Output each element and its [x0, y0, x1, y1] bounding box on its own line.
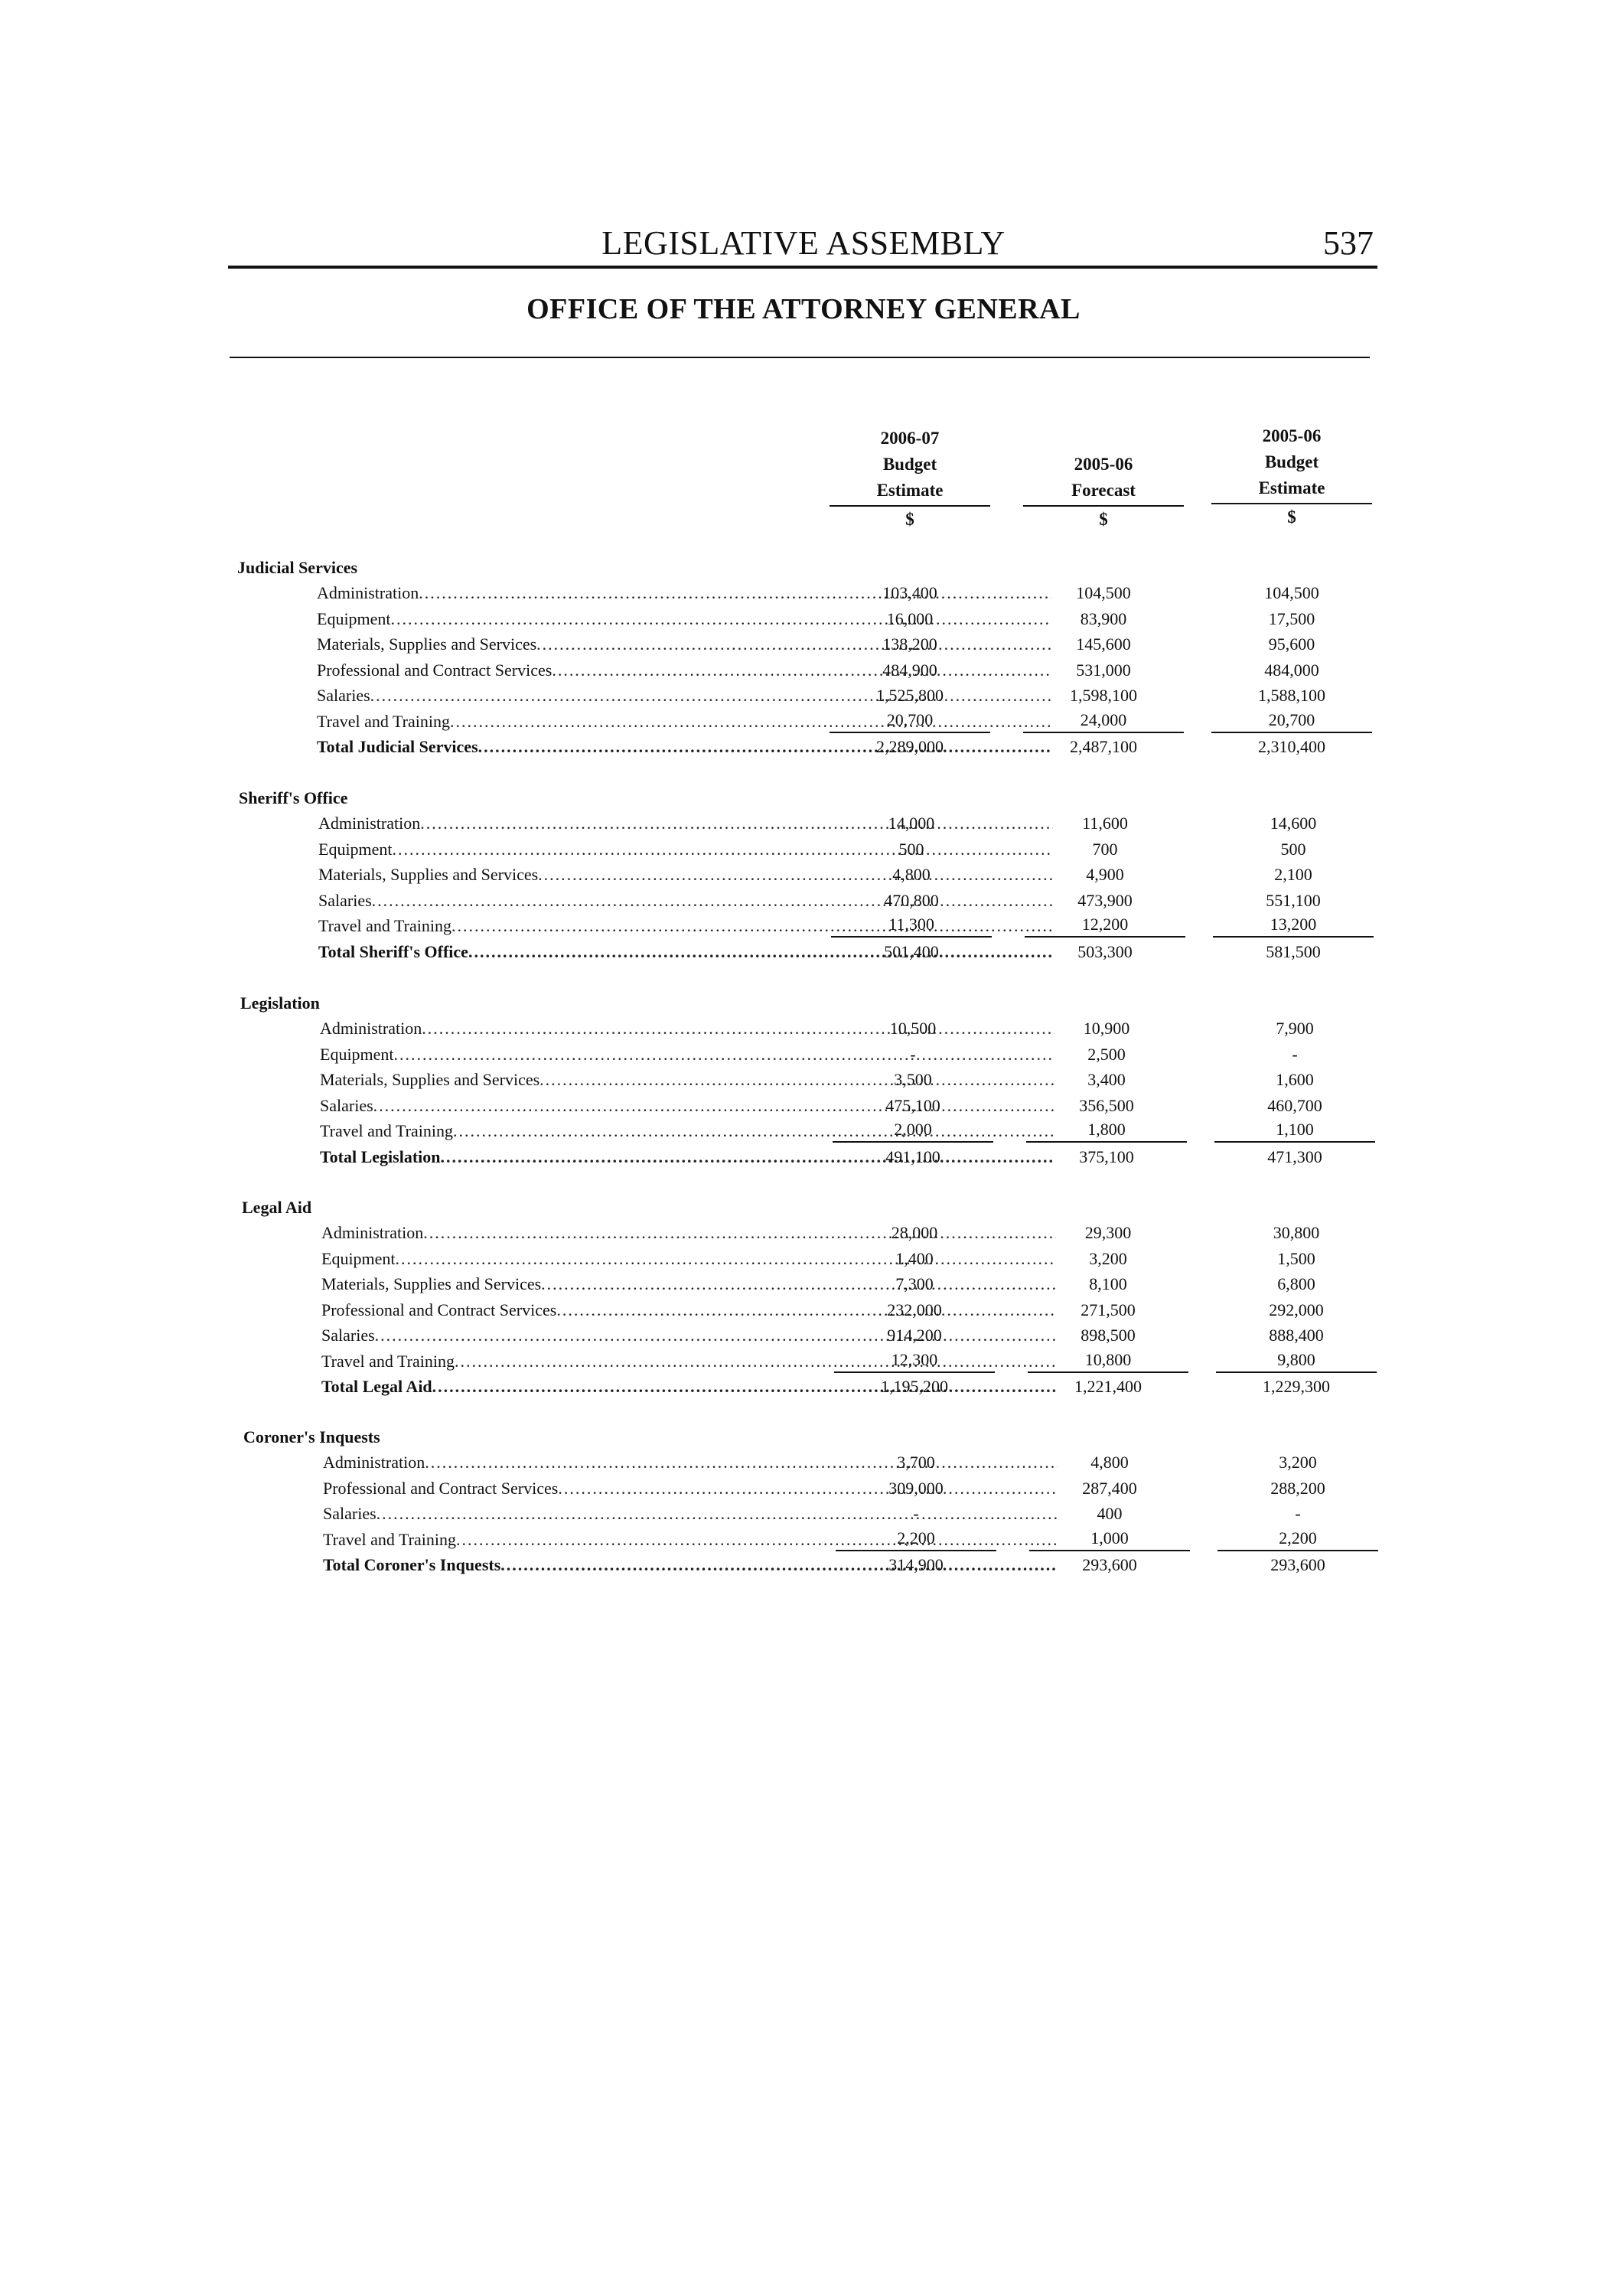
cell-value-col2: 8,100 [1089, 1274, 1127, 1293]
row-label-text: Travel and Training [321, 1351, 455, 1371]
row-label-text: Equipment [317, 608, 391, 628]
cell-value-col2: 2,500 [1087, 1044, 1126, 1064]
cell-value-col1: 12,300 [834, 1349, 995, 1373]
cell-value-col1: 232,000 [887, 1300, 942, 1319]
cell-value-col3: 2,310,400 [1258, 737, 1325, 756]
cell-value-col2: 375,100 [1079, 1146, 1134, 1166]
cell-value-col2: 473,900 [1077, 890, 1133, 910]
column-type: Forecast [1071, 481, 1136, 500]
cell-value-col3: 2,200 [1217, 1527, 1378, 1551]
cell-value-col1: 484,900 [882, 660, 937, 680]
row-label-text: Administration [320, 1019, 422, 1038]
row-label-text: Salaries [321, 1326, 375, 1345]
cell-value-col3: 2,100 [1274, 865, 1312, 884]
cell-value-col3: 30,800 [1273, 1223, 1320, 1242]
row-label-text: Materials, Supplies and Services [321, 1274, 542, 1293]
row-label-text: Equipment [320, 1044, 394, 1064]
cell-value-col3: 14,600 [1270, 814, 1317, 833]
row-label-text: Travel and Training [323, 1529, 456, 1549]
column-type-2: Estimate [1258, 478, 1325, 497]
section-2 [240, 991, 1388, 1169]
table-row [237, 631, 1385, 657]
cell-value-col3: 551,100 [1266, 890, 1321, 910]
row-label-text: Salaries [317, 686, 370, 705]
section-title: Coroner's Inquests [243, 1427, 380, 1446]
cell-value-col2: 29,300 [1084, 1223, 1132, 1242]
cell-value-col2: 1,800 [1026, 1118, 1187, 1143]
cell-value-col3: 1,600 [1276, 1070, 1314, 1089]
table-row [243, 1450, 1391, 1476]
cell-value-col1: 1,400 [895, 1248, 934, 1268]
table-row [242, 1349, 1390, 1375]
cell-value-col1: 501,400 [884, 941, 939, 961]
cell-value-col2: 145,600 [1076, 634, 1131, 654]
column-year: 2005-06 [1262, 426, 1322, 445]
table-row [237, 683, 1385, 709]
row-label-text: Professional and Contract Services [317, 660, 553, 680]
cell-value-col3: 288,200 [1270, 1478, 1325, 1498]
office-title: OFFICE OF THE ATTORNEY GENERAL [526, 293, 1081, 325]
cell-value-col2: 1,598,100 [1070, 686, 1137, 705]
row-label-text: Administration [323, 1453, 425, 1472]
total-row [239, 939, 1387, 965]
row-label-text: Materials, Supplies and Services [320, 1070, 540, 1089]
row-label-text: Salaries [318, 890, 372, 910]
cell-value-col3: 20,700 [1211, 709, 1372, 733]
cell-value-col3: 104,500 [1264, 583, 1319, 602]
cell-value-col2: 3,400 [1087, 1070, 1126, 1089]
row-label-text: Travel and Training [320, 1121, 453, 1140]
cell-value-col2: 1,000 [1029, 1527, 1190, 1551]
cell-value-col1: 10,500 [889, 1019, 937, 1038]
row-label-text: Administration [317, 583, 419, 602]
cell-value-col2: 271,500 [1081, 1300, 1136, 1319]
page-number: 537 [1323, 224, 1374, 262]
table-row [242, 1322, 1390, 1349]
cell-value-col3: 13,200 [1213, 913, 1374, 938]
row-label-text: Total Sheriff's Office [318, 941, 468, 961]
cell-value-col1: 3,500 [894, 1070, 932, 1089]
row-label-text: Materials, Supplies and Services [318, 865, 539, 884]
header-rule [228, 266, 1377, 269]
row-label-text: Equipment [318, 839, 393, 859]
cell-value-col3: 1,588,100 [1258, 686, 1325, 705]
row-label-text: Total Legal Aid [321, 1377, 432, 1396]
cell-value-col2: 503,300 [1077, 941, 1133, 961]
cell-value-col2: 10,900 [1083, 1019, 1130, 1038]
cell-value-col2: 898,500 [1081, 1326, 1136, 1345]
table-row [237, 709, 1385, 735]
table-row [240, 1093, 1388, 1119]
cell-value-col2: 293,600 [1082, 1555, 1137, 1574]
table-row [243, 1476, 1391, 1502]
table-row [242, 1246, 1390, 1272]
table-row [237, 606, 1385, 632]
section-3 [242, 1195, 1390, 1400]
cell-value-col2: 287,400 [1082, 1478, 1137, 1498]
cell-value-col3: 484,000 [1264, 660, 1319, 680]
cell-value-col1: 470,800 [884, 890, 939, 910]
column-header-budget-2005-06 [1211, 423, 1372, 530]
cell-value-col1: 16,000 [886, 608, 934, 628]
column-type-2: Estimate [876, 481, 944, 500]
cell-value-col1: 491,100 [885, 1146, 940, 1166]
row-label-text: Professional and Contract Services [323, 1478, 559, 1498]
total-row [237, 734, 1385, 760]
table-row [239, 888, 1387, 914]
cell-value-col3: 3,200 [1279, 1453, 1317, 1472]
cell-value-col1: 138,200 [882, 634, 937, 654]
cell-value-col1: 309,000 [888, 1478, 944, 1498]
cell-value-col1: 4,800 [892, 865, 931, 884]
cell-value-col2: 3,200 [1089, 1248, 1127, 1268]
table-row [240, 1016, 1388, 1042]
cell-value-col2: 4,800 [1090, 1453, 1129, 1472]
column-unit: $ [1287, 507, 1296, 527]
page-header-title: LEGISLATIVE ASSEMBLY [601, 224, 1006, 262]
cell-value-col1: - [910, 1044, 916, 1064]
cell-value-col1: 2,200 [836, 1527, 996, 1551]
column-header-forecast-2005-06 [1023, 452, 1184, 533]
cell-value-col3: 292,000 [1269, 1300, 1324, 1319]
cell-value-col3: 888,400 [1269, 1326, 1324, 1345]
column-year: 2006-07 [880, 429, 940, 448]
table-row [242, 1271, 1390, 1297]
cell-value-col1: 2,289,000 [876, 737, 944, 756]
cell-value-col1: 3,700 [897, 1453, 935, 1472]
cell-value-col3: 95,600 [1268, 634, 1315, 654]
cell-value-col3: - [1295, 1504, 1301, 1523]
row-label-text: Equipment [321, 1248, 396, 1268]
row-label-text: Travel and Training [318, 916, 451, 935]
column-type: Budget [1264, 452, 1319, 471]
table-row [243, 1501, 1391, 1527]
cell-value-col3: 460,700 [1267, 1095, 1322, 1115]
cell-value-col3: 471,300 [1267, 1146, 1322, 1166]
cell-value-col2: 12,200 [1025, 913, 1185, 938]
section-4 [243, 1425, 1391, 1578]
total-row [240, 1144, 1388, 1170]
cell-value-col2: 11,600 [1082, 814, 1128, 833]
cell-value-col3: 9,800 [1216, 1349, 1377, 1373]
row-label-text: Total Coroner's Inquests [323, 1555, 501, 1574]
table-row [240, 1118, 1388, 1144]
cell-value-col1: 1,195,200 [881, 1377, 948, 1396]
cell-value-col3: 6,800 [1277, 1274, 1315, 1293]
column-year: 2005-06 [1074, 455, 1133, 474]
section-0 [237, 556, 1385, 760]
cell-value-col2: 700 [1092, 839, 1118, 859]
cell-value-col3: 293,600 [1270, 1555, 1325, 1574]
row-label-text: Materials, Supplies and Services [317, 634, 537, 654]
cell-value-col1: 28,000 [891, 1223, 938, 1242]
cell-value-col3: 1,100 [1214, 1118, 1375, 1143]
cell-value-col1: 7,300 [895, 1274, 934, 1293]
row-label-text: Travel and Training [317, 711, 450, 731]
column-type: Budget [882, 455, 937, 474]
cell-value-col2: 531,000 [1076, 660, 1131, 680]
column-header-budget-2006-07 [830, 426, 990, 533]
cell-value-col3: 7,900 [1276, 1019, 1314, 1038]
row-label-text: Total Judicial Services [317, 737, 478, 756]
cell-value-col3: 500 [1280, 839, 1306, 859]
cell-value-col1: 2,000 [833, 1118, 993, 1143]
cell-value-col1: 11,300 [831, 913, 992, 938]
cell-value-col1: 14,000 [888, 814, 935, 833]
table-row [237, 580, 1385, 606]
cell-value-col1: 1,525,800 [876, 686, 944, 705]
cell-value-col3: 1,500 [1277, 1248, 1315, 1268]
row-label-text: Administration [318, 814, 421, 833]
total-row [243, 1552, 1391, 1578]
table-row [242, 1220, 1390, 1246]
cell-value-col2: 10,800 [1028, 1349, 1188, 1373]
table-row [239, 837, 1387, 863]
row-label-text: Administration [321, 1223, 424, 1242]
cell-value-col1: 500 [898, 839, 924, 859]
cell-value-col3: 1,229,300 [1263, 1377, 1330, 1396]
row-label-text: Salaries [320, 1095, 373, 1115]
cell-value-col3: 581,500 [1266, 941, 1321, 961]
cell-value-col2: 400 [1097, 1504, 1123, 1523]
cell-value-col2: 24,000 [1023, 709, 1184, 733]
cell-value-col2: 83,900 [1080, 608, 1127, 628]
table-row [240, 1067, 1388, 1093]
total-row [242, 1374, 1390, 1400]
table-row [239, 810, 1387, 837]
cell-value-col3: - [1292, 1044, 1298, 1064]
section-title: Sheriff's Office [239, 788, 348, 807]
table-row [242, 1297, 1390, 1323]
table-row [237, 657, 1385, 683]
row-label-text: Salaries [323, 1504, 376, 1523]
column-unit: $ [905, 510, 914, 529]
row-label-text: Professional and Contract Services [321, 1300, 557, 1319]
section-title: Judicial Services [237, 558, 358, 577]
row-label-text: Total Legislation [320, 1146, 441, 1166]
cell-value-col1: 103,400 [882, 583, 937, 602]
cell-value-col1: 20,700 [830, 709, 990, 733]
cell-value-col2: 2,487,100 [1070, 737, 1137, 756]
cell-value-col3: 17,500 [1268, 608, 1315, 628]
cell-value-col1: 475,100 [885, 1095, 940, 1115]
column-unit: $ [1099, 510, 1108, 529]
table-row [240, 1042, 1388, 1068]
cell-value-col2: 4,900 [1086, 865, 1124, 884]
cell-value-col2: 1,221,400 [1074, 1377, 1142, 1396]
cell-value-col1: 914,200 [887, 1326, 942, 1345]
table-row [239, 862, 1387, 888]
cell-value-col2: 104,500 [1076, 583, 1131, 602]
cell-value-col2: 356,500 [1079, 1095, 1134, 1115]
office-title-rule [230, 357, 1370, 358]
section-1 [239, 786, 1387, 964]
section-title: Legislation [240, 993, 320, 1013]
table-row [239, 913, 1387, 939]
cell-value-col1: - [913, 1504, 919, 1523]
table-row [243, 1527, 1391, 1553]
cell-value-col1: 314,900 [888, 1555, 944, 1574]
section-title: Legal Aid [242, 1198, 312, 1217]
